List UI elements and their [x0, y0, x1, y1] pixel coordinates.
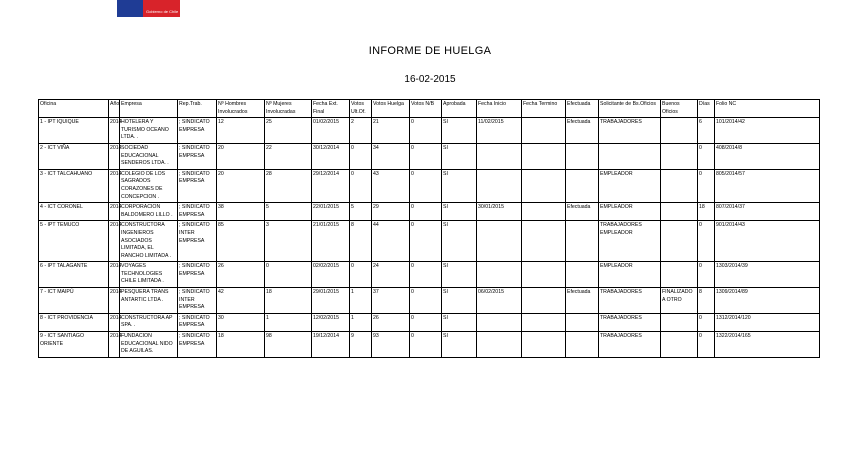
table-cell: 01/02/2015 [312, 118, 350, 144]
column-header: Fecha Inicio [477, 100, 522, 118]
table-cell: PESQUERA TRANS ANTARTIC LTDA . [120, 288, 178, 314]
table-cell: HOTELERA Y TURISMO OCEANO LTDA. . [120, 118, 178, 144]
strike-report-table [38, 99, 820, 358]
table-cell: 29/12/2014 [312, 169, 350, 202]
table-cell: SI [442, 118, 477, 144]
gobierno-logo [117, 0, 180, 17]
column-header: Oficina [39, 100, 109, 118]
table-cell: 2014 [109, 118, 120, 144]
table-cell [477, 143, 522, 169]
table-cell [477, 262, 522, 288]
column-header: Folio NC [715, 100, 820, 118]
table-cell: 0 [698, 313, 715, 331]
table-cell: 06/02/2015 [477, 288, 522, 314]
table-cell: 30/01/2015 [477, 203, 522, 221]
table-cell: SI [442, 143, 477, 169]
table-cell: EMPLEADOR [599, 203, 661, 221]
table-cell: 11/02/2015 [477, 118, 522, 144]
column-header: Buenos Oficios [661, 100, 698, 118]
table-header-row [39, 100, 820, 118]
table-cell: 901/2014/43 [715, 221, 820, 262]
table-cell [477, 169, 522, 202]
table-cell: 2014 [109, 313, 120, 331]
table-row [39, 262, 820, 288]
table-cell: 25 [265, 118, 312, 144]
table-cell [522, 221, 566, 262]
table-cell [661, 332, 698, 358]
table-cell: 18 [217, 332, 265, 358]
table-cell [566, 143, 599, 169]
table-row [39, 169, 820, 202]
table-cell [661, 262, 698, 288]
table-cell: 21 [372, 118, 410, 144]
table-cell: 44 [372, 221, 410, 262]
table-cell [522, 203, 566, 221]
column-header: Fecha Termino [522, 100, 566, 118]
column-header: Días [698, 100, 715, 118]
table-cell: 2014 [109, 143, 120, 169]
table-cell: ; SINDICATO EMPRESA [178, 143, 217, 169]
table-cell: CONSTRUCTORA AP SPA. . [120, 313, 178, 331]
table-cell: 0 [410, 143, 442, 169]
table-cell: 2014 [109, 221, 120, 262]
table-cell: EMPLEADOR [599, 169, 661, 202]
table-cell: 1312/2014/120 [715, 313, 820, 331]
table-cell: CONSTRUCTORA INGENIEROS ASOCIADOS LIMITADA, EL RANCHO LIMITADA . [120, 221, 178, 262]
table-cell: EMPLEADOR [599, 262, 661, 288]
table-cell: SI [442, 221, 477, 262]
table-cell [661, 221, 698, 262]
column-header: Aprobada [442, 100, 477, 118]
table-cell: 0 [410, 169, 442, 202]
table-cell: FUNDACION EDUCACIONAL NIDO DE AGUILAS. [120, 332, 178, 358]
table-cell: 29 [372, 203, 410, 221]
table-cell: 30/12/2014 [312, 143, 350, 169]
table-cell: 2014 [109, 288, 120, 314]
table-cell [566, 262, 599, 288]
table-cell: 5 [350, 203, 372, 221]
table-cell: 98 [265, 332, 312, 358]
table-cell: SI [442, 203, 477, 221]
table-cell: 22 [265, 143, 312, 169]
table-cell: 2014 [109, 169, 120, 202]
table-cell: 18 [265, 288, 312, 314]
table-cell: TRABAJADORES [599, 118, 661, 144]
table-cell: 101/2014/42 [715, 118, 820, 144]
table-body [39, 118, 820, 358]
table-cell: 2 - ICT VIÑA [39, 143, 109, 169]
table-cell: 3 - ICT TALCAHUANO [39, 169, 109, 202]
column-header: Año [109, 100, 120, 118]
table-cell: 02/02/2015 [312, 262, 350, 288]
table-cell: 93 [372, 332, 410, 358]
table-cell: 1 - IPT IQUIQUE [39, 118, 109, 144]
column-header: Rep.Trab. [178, 100, 217, 118]
table-cell: TRABAJADORES EMPLEADOR [599, 221, 661, 262]
table-cell: 30 [217, 313, 265, 331]
table-cell: ; SINDICATO EMPRESA [178, 203, 217, 221]
table-cell: 0 [350, 169, 372, 202]
table-cell: 34 [372, 143, 410, 169]
table-cell [566, 332, 599, 358]
table-cell: 22/01/2015 [312, 203, 350, 221]
column-header: Votos N/B [410, 100, 442, 118]
table-cell: SI [442, 262, 477, 288]
table-cell: 2 [350, 118, 372, 144]
table-cell: VOYAGES TECHNOLOGIES CHILE LIMITADA . [120, 262, 178, 288]
table-cell: 0 [410, 288, 442, 314]
table-cell: Efectuada [566, 118, 599, 144]
table-row [39, 118, 820, 144]
table-cell: 3 [265, 221, 312, 262]
table-cell: 8 - ICT PROVIDENCIA [39, 313, 109, 331]
table-cell: 1309/2014/89 [715, 288, 820, 314]
table-cell [522, 262, 566, 288]
table-cell: 0 [410, 313, 442, 331]
table-cell: ; SINDICATO EMPRESA [178, 262, 217, 288]
table-cell: Efectuada [566, 203, 599, 221]
table-cell: 0 [698, 169, 715, 202]
table-cell: 805/2014/57 [715, 169, 820, 202]
table-cell: 4 - ICT CORONEL [39, 203, 109, 221]
table-cell: SOCIEDAD EDUCACIONAL SENDEROS LTDA. . [120, 143, 178, 169]
table-cell: 9 [350, 332, 372, 358]
table-cell: 26 [217, 262, 265, 288]
column-header: Nº Mujeres Involucradas [265, 100, 312, 118]
table-cell: 19/12/2014 [312, 332, 350, 358]
table-cell: 29/01/2015 [312, 288, 350, 314]
table-cell: 1 [350, 288, 372, 314]
table-cell: 0 [350, 262, 372, 288]
table-cell: 42 [217, 288, 265, 314]
table-cell: 20 [217, 143, 265, 169]
table-cell [661, 118, 698, 144]
table-cell: 2014 [109, 332, 120, 358]
table-cell [566, 169, 599, 202]
table-cell: ; SINDICATO EMPRESA [178, 169, 217, 202]
table-cell [661, 143, 698, 169]
table-cell: 0 [410, 118, 442, 144]
table-cell [566, 221, 599, 262]
column-header: Empresa [120, 100, 178, 118]
table-cell: 20 [217, 169, 265, 202]
report-title: INFORME DE HUELGA [368, 45, 492, 57]
table-cell: 21/01/2015 [312, 221, 350, 262]
table-cell: Efectuada [566, 288, 599, 314]
table-cell: CORPORACION BALDOMERO LILLO . [120, 203, 178, 221]
table-cell: 0 [698, 221, 715, 262]
table-cell: 24 [372, 262, 410, 288]
table-cell: 43 [372, 169, 410, 202]
table-cell [522, 332, 566, 358]
table-cell [522, 169, 566, 202]
table-cell: ; SINDICATO EMPRESA [178, 118, 217, 144]
table-cell: ; SINDICATO INTER EMPRESA [178, 288, 217, 314]
table-cell: TRABAJADORES [599, 313, 661, 331]
table-cell: 0 [698, 332, 715, 358]
table-cell: 5 - IPT TEMUCO [39, 221, 109, 262]
table-cell: 7 - ICT MAIPÚ [39, 288, 109, 314]
table-cell [661, 203, 698, 221]
table-cell: SI [442, 332, 477, 358]
table-cell: 8 [350, 221, 372, 262]
table-cell: 0 [265, 262, 312, 288]
table-cell: 0 [410, 203, 442, 221]
column-header: Nº Hombres Involucrados [217, 100, 265, 118]
table-cell: 85 [217, 221, 265, 262]
table-cell: 408/2014/8 [715, 143, 820, 169]
column-header: Fecha Ext. Final [312, 100, 350, 118]
table-cell: 1322/2014/165 [715, 332, 820, 358]
column-header: Efectuada [566, 100, 599, 118]
table-cell: SI [442, 313, 477, 331]
table-cell [522, 143, 566, 169]
table-cell [477, 332, 522, 358]
table-cell: 1 [350, 313, 372, 331]
table-cell: 0 [698, 143, 715, 169]
table-cell: 1303/2014/39 [715, 262, 820, 288]
table-cell [661, 169, 698, 202]
table-cell: COLEGIO DE LOS SAGRADOS CORAZONES DE CONCEPCION . [120, 169, 178, 202]
table-cell: 12 [217, 118, 265, 144]
table-row [39, 221, 820, 262]
table-cell: 1 [265, 313, 312, 331]
table-cell: 807/2014/37 [715, 203, 820, 221]
table-cell: 18 [698, 203, 715, 221]
table-row [39, 288, 820, 314]
table-cell [522, 118, 566, 144]
table-cell: 26 [372, 313, 410, 331]
table-cell [599, 143, 661, 169]
table-cell: TRABAJADORES [599, 332, 661, 358]
table-cell: 28 [265, 169, 312, 202]
table-cell: 5 [265, 203, 312, 221]
table-cell: 37 [372, 288, 410, 314]
table-row [39, 313, 820, 331]
table-cell: 0 [410, 262, 442, 288]
table-cell [522, 288, 566, 314]
table-cell: 12/02/2015 [312, 313, 350, 331]
table-cell: 0 [410, 332, 442, 358]
logo-text: Gobierno de Chile [146, 9, 179, 14]
table-row [39, 332, 820, 358]
column-header: Votos Ult.Of. [350, 100, 372, 118]
table-cell [477, 221, 522, 262]
column-header: Votos Huelga [372, 100, 410, 118]
logo-blue-block [117, 0, 143, 17]
table-cell: 0 [698, 262, 715, 288]
table-cell: ; SINDICATO EMPRESA [178, 313, 217, 331]
table-cell: ; SINDICATO INTER EMPRESA [178, 221, 217, 262]
table-cell: FINALIZADO A OTRO [661, 288, 698, 314]
table-cell: SI [442, 169, 477, 202]
table-cell: 6 - IPT TALAGANTE [39, 262, 109, 288]
table-cell: 9 - ICT SANTIAGO ORIENTE [39, 332, 109, 358]
column-header: Solicitante de Bs.Oficios [599, 100, 661, 118]
table-cell: SI [442, 288, 477, 314]
table-row [39, 143, 820, 169]
table-cell: 38 [217, 203, 265, 221]
table-cell [661, 313, 698, 331]
table-cell: 0 [410, 221, 442, 262]
table-cell: 6 [698, 118, 715, 144]
table-cell: 2014 [109, 262, 120, 288]
table-cell [477, 313, 522, 331]
table-cell: ; SINDICATO EMPRESA [178, 332, 217, 358]
table-row [39, 203, 820, 221]
table-cell [522, 313, 566, 331]
table-cell: TRABAJADORES [599, 288, 661, 314]
table-cell: 8 [698, 288, 715, 314]
table-cell: 2014 [109, 203, 120, 221]
table-cell [566, 313, 599, 331]
table-cell: 0 [350, 143, 372, 169]
report-date: 16-02-2015 [404, 74, 456, 85]
